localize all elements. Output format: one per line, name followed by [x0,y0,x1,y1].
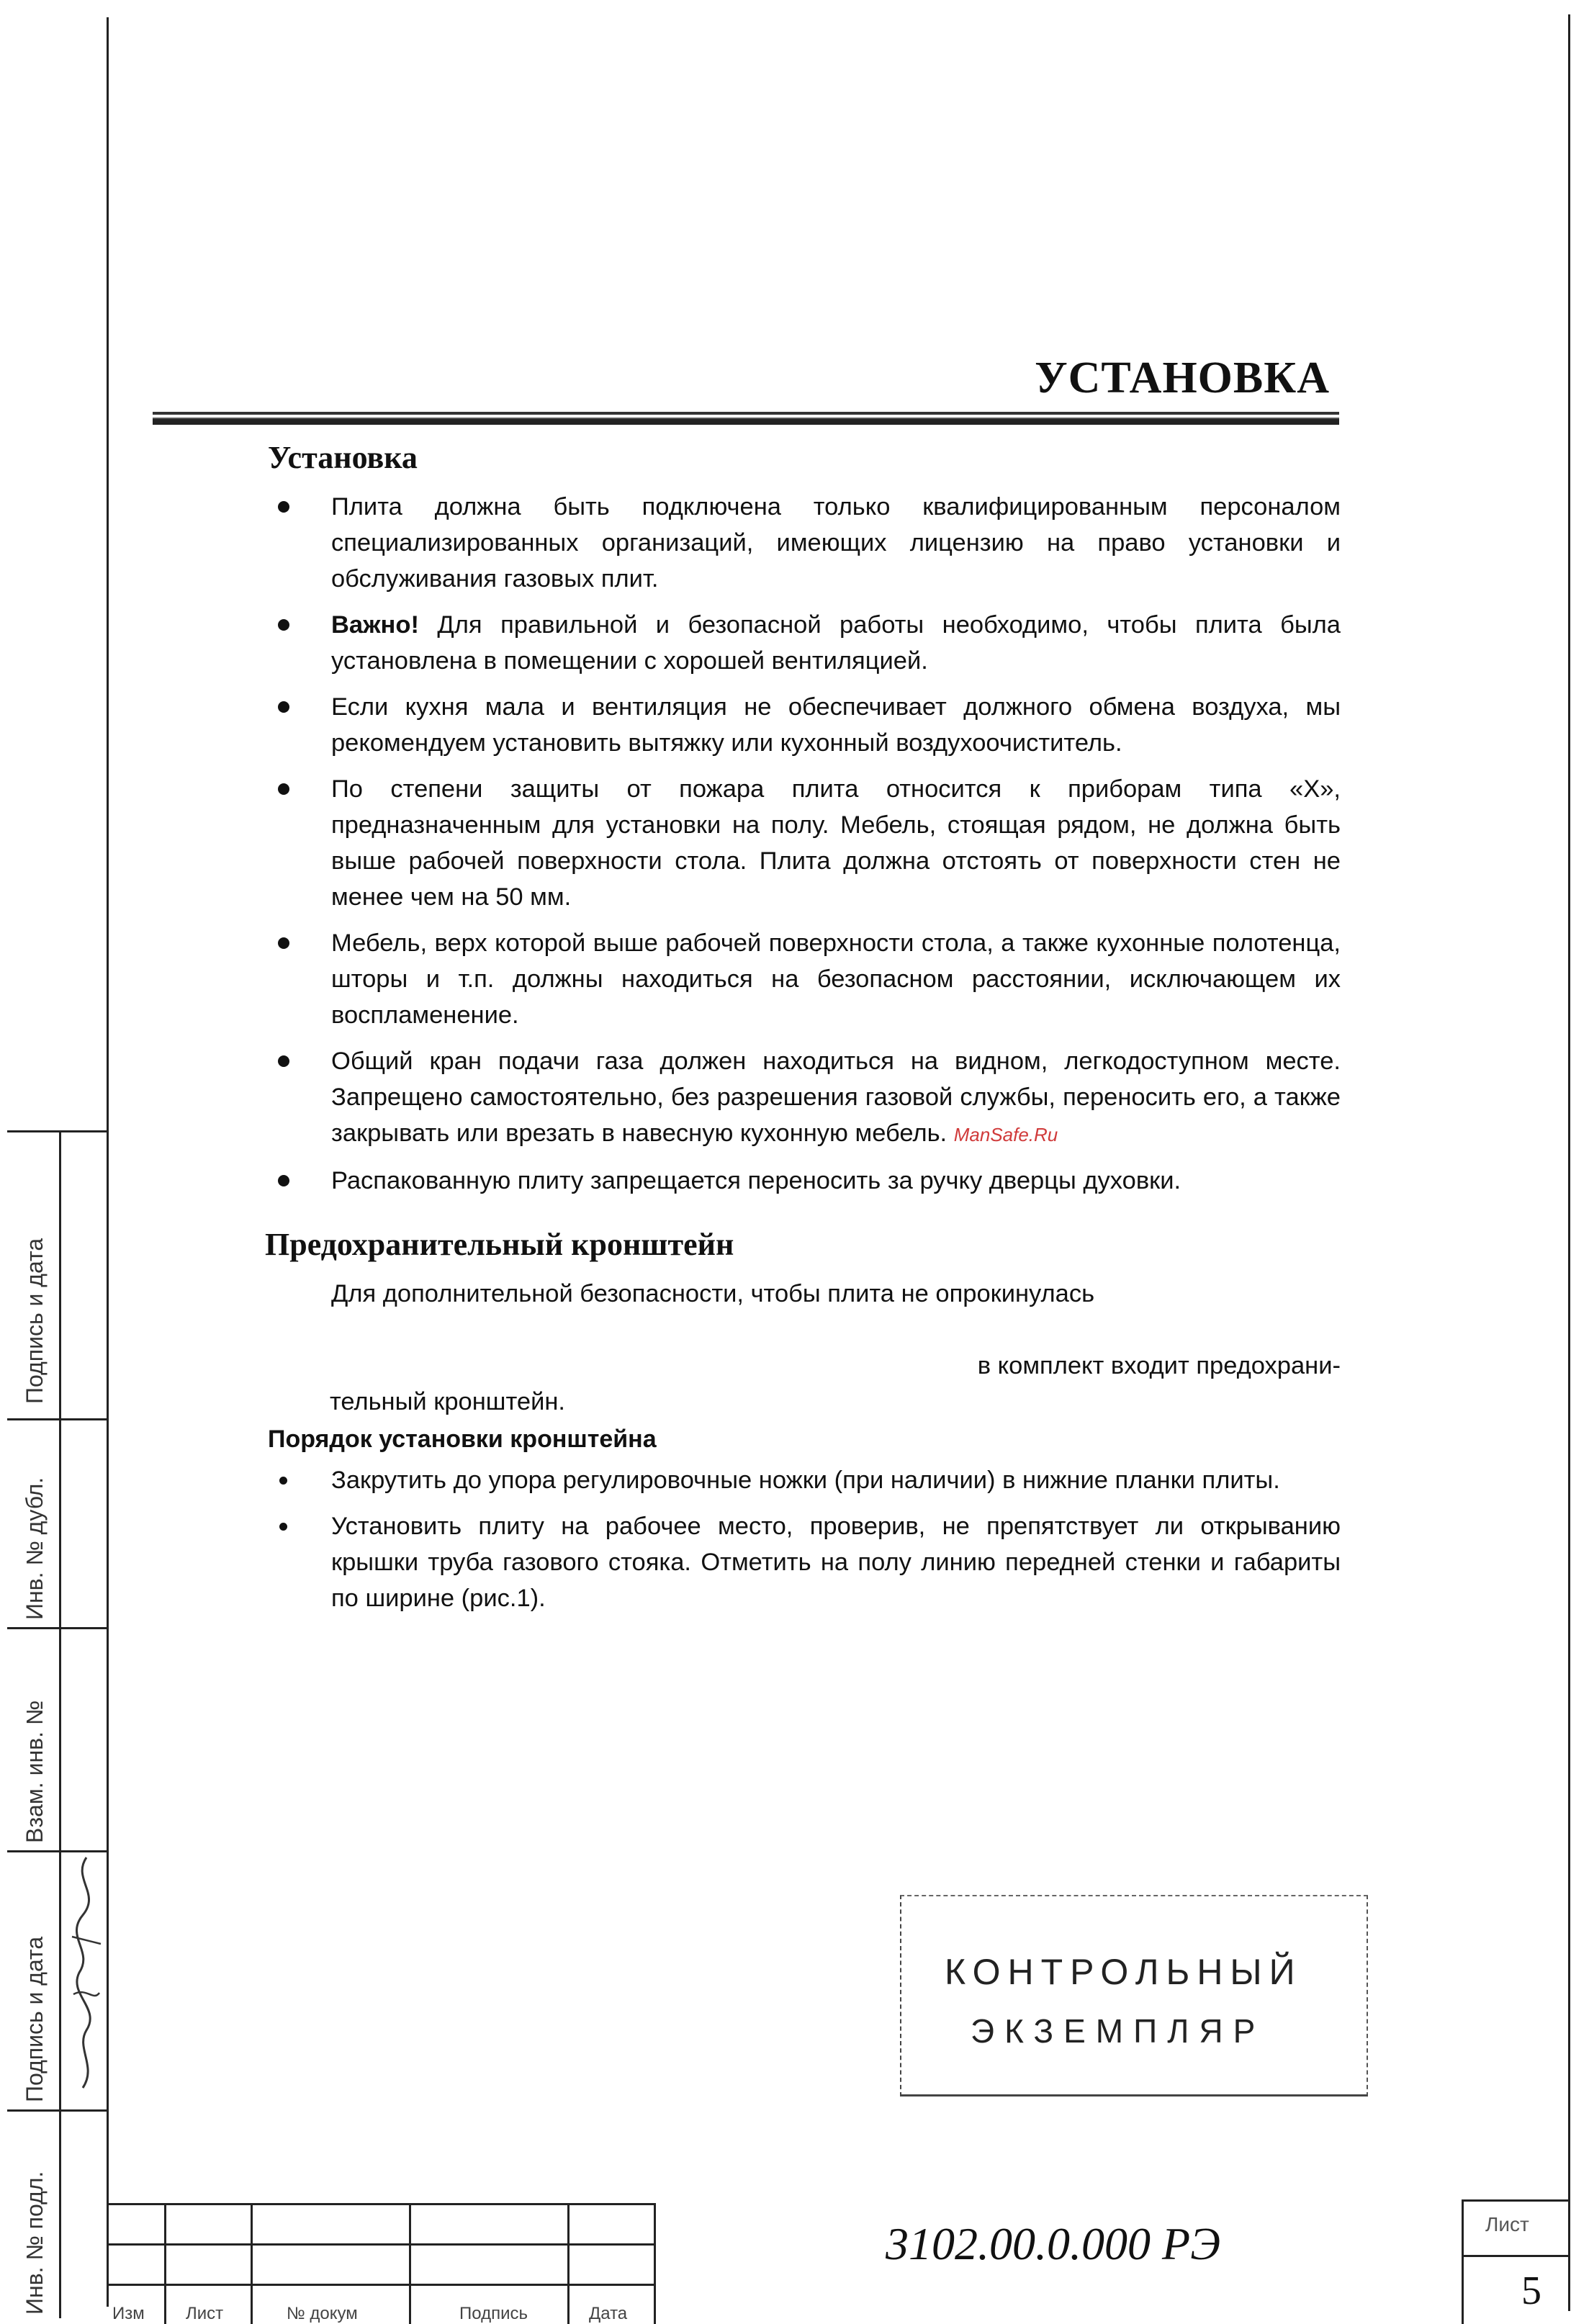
important-label: Важно! [331,611,419,639]
list-item: Если кухня мала и вентиляция не обеспечивает должного обмена воздуха, мы рекомендуем установить вытяжку или кухонный воздухоочиститель. [268,689,1341,761]
bullet-icon [278,501,289,513]
stamp-line-1: КОНТРОЛЬНЫЙ [945,1952,1302,1992]
section-title: УСТАНОВКА [1035,353,1330,402]
frame-right-border [1568,14,1570,2311]
list-item: Плита должна быть подключена только квалифицированным персоналом специализированных организаций, имеющих лицензию на право установки и обслуживания газовых плит. [268,489,1341,597]
stamp-line-2: ЭКЗЕМПЛЯР [971,2012,1266,2050]
site-watermark: ManSafe.Ru [953,1124,1058,1145]
sidebar-label: Подпись и дата [22,1238,48,1404]
bullet-icon [278,1055,289,1067]
list-item: Установить плиту на рабочее место, проверив, не препятствует ли открыванию крышки труба газового стояка. Отметить на полу линию передней стенки и габариты по ширине (рис.1). [268,1508,1341,1616]
list-item: Распакованную плиту запрещается переносить за ручку дверцы духовки. [268,1163,1341,1199]
bullet-icon [278,701,289,713]
list-item: Общий кран подачи газа должен находиться на видном, легкодоступном месте. Запрещено самостоятельно, без разрешения газовой службы, переносить его, а также закрывать или врезать в навесную кухонную мебель. ManSafe.Ru [268,1043,1341,1153]
bullet-icon [278,783,289,795]
procedure-heading: Порядок установки кронштейна [268,1426,657,1453]
document-number: 3102.00.0.000 РЭ [886,2218,1220,2269]
title-block [107,2203,654,2324]
bracket-intro: Для дополнительной безопасности, чтобы плита не опрокинулась в комплект входит предохрани- тельный кронштейн. [330,1280,1341,1415]
bullet-icon [278,619,289,631]
col-label-docnum: № докум [287,2304,358,2323]
bracket-heading: Предохранительный кронштейн [265,1227,734,1262]
installation-heading: Установка [268,440,418,475]
bullet-icon [279,1523,287,1531]
sidebar-label: Взам. инв. № [22,1700,48,1843]
margin-form [7,1130,107,2318]
sheet-number-box [1462,2199,1568,2324]
control-copy-stamp [900,1895,1368,2096]
sidebar-label: Инв. № дубл. [22,1477,48,1620]
list-item: Мебель, верх которой выше рабочей поверхности стола, а также кухонные полотенца, шторы и т.п. должны находиться на безопасном расстоянии, исключающем их воспламенение. [268,925,1341,1033]
col-label-signature: Подпись [459,2304,528,2323]
bullet-icon [278,1175,289,1186]
list-item: Закрутить до упора регулировочные ножки (при наличии) в нижние планки плиты. [268,1462,1341,1498]
list-item: Важно! Для правильной и безопасной работы необходимо, чтобы плита была установлена в помещении с хорошей вентиляцией. [268,607,1341,679]
sheet-label: Лист [1485,2213,1529,2235]
installation-list [268,489,1341,1199]
sheet-number: 5 [1521,2269,1541,2313]
list-item: По степени защиты от пожара плита относится к приборам типа «Х», предназначенным для установки на полу. Мебель, стоящая рядом, не должна быть выше рабочей поверхности стола. Плита должна отстоять от поверхности стен не менее чем на 50 мм. [268,771,1341,915]
procedure-list [268,1462,1341,1616]
main-content [265,439,1341,1626]
bullet-icon [278,937,289,949]
sidebar-label: Инв. № подл. [22,2171,48,2315]
handwritten-signature [65,1850,108,2095]
col-label-date: Дата [589,2304,628,2323]
col-label-izm: Изм [112,2304,145,2323]
col-label-list: Лист [186,2304,224,2323]
sidebar-label: Подпись и дата [22,1936,48,2102]
title-rule [153,412,1339,425]
bullet-icon [279,1477,287,1485]
